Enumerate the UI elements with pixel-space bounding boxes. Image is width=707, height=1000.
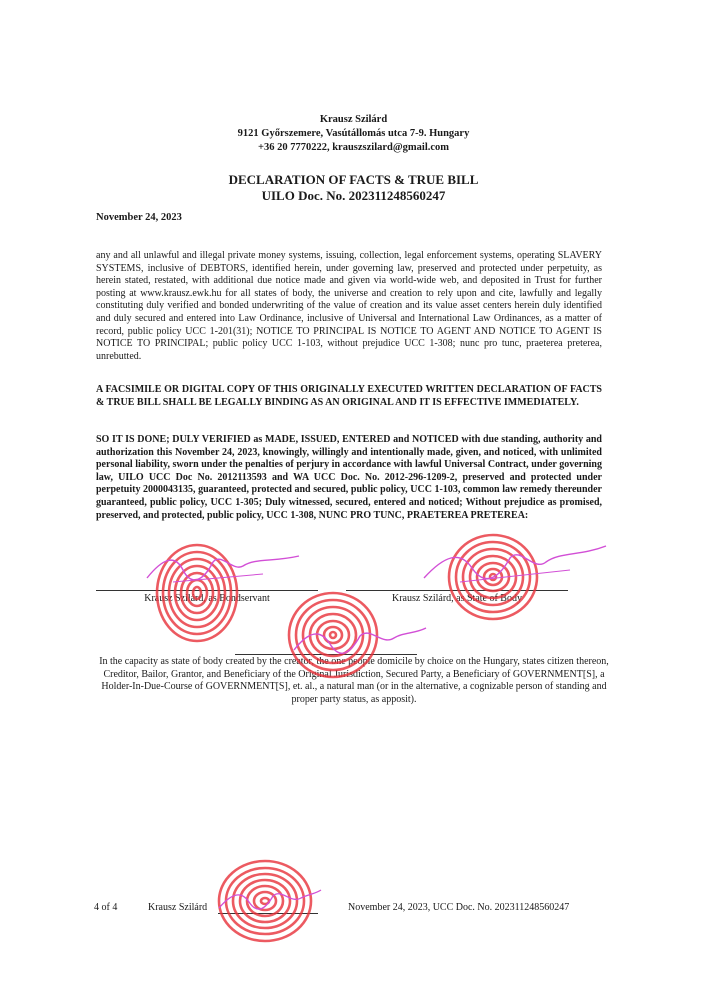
letterhead-contact: +36 20 7770222, krauszszilard@gmail.com — [257, 142, 450, 153]
document-title — [0, 172, 707, 204]
footer-page-number: 4 of 4 — [94, 902, 118, 913]
paragraph-1: any and all unlawful and illegal private money systems, issuing, collection, legal enforcement systems, operating SLAVERY SYSTEMS, inclusive of DEBTORS, identified herein, under governing law, preserved and protected under perpetuity, as herein stated, restated, with additional due notice made and given via world-wide web, and deposited in Trust for further posting at www.krausz.ewk.hu for all states of body, the universe and creation to rely upon and cite, lawfully and legally constituting duly verified and bonded underwriting of the value of creation and its value asset centers herein duly identified and duly secured and entered into Law Ordinance, inclusive of Universal and International Law Ordinances, as a matter of record, public policy UCC 1-201(31); NOTICE TO PRINCIPAL IS NOTICE TO AGENT AND NOTICE TO AGENT IS NOTICE TO PRINCIPAL; public policy UCC 1-103, without prejudice UCC 1-308; nunc pro tunc, praeterea preterea, unrebutted. — [96, 250, 602, 362]
letterhead — [0, 113, 707, 155]
letterhead-name: Krausz Szilárd — [319, 114, 388, 125]
letterhead-address: 9121 Győrszemere, Vasútállomás utca 7-9. Hungary — [237, 128, 470, 139]
handwritten-signature-footer — [215, 884, 325, 914]
right-signature-label: Krausz Szilárd, as State of Body — [392, 593, 522, 604]
paragraph-so-it-is-done: SO IT IS DONE; DULY VERIFIED as MADE, ISSUED, ENTERED and NOTICED with due standing, authority and authorization this November 24, 2023, knowingly, willingly and intentionally made, given, and noticed, with unlimited personal liability, sworn under the penalties of perjury in accordance with lawful Universal Contract, under governing law, UILO UCC Doc No. 2012113593 and WA UCC Doc. No. 2012-296-1209-2, preserved and protected under perpetuity 2000043135, guaranteed, protected and secured, public policy, UCC 1-103, common law remedy thereunder guaranteed, public policy, UCC 1-305; Duly witnessed, secured, entered and noticed; Without prejudice as promised, preserved, and protected, public policy, UCC 1-308, NUNC PRO TUNC, PRAETEREA PRETEREA: — [96, 434, 602, 521]
handwritten-signature-right — [420, 542, 610, 587]
handwritten-signature-left — [143, 548, 303, 588]
document-date: November 24, 2023 — [96, 212, 182, 223]
footer-name: Krausz Szilárd — [148, 902, 208, 913]
footer-doc-number: November 24, 2023, UCC Doc. No. 202311248560247 — [348, 902, 570, 913]
title-doc-number: UILO Doc. No. 202311248560247 — [261, 188, 446, 203]
paragraph-facsimile: A FACSIMILE OR DIGITAL COPY OF THIS ORIGINALLY EXECUTED WRITTEN DECLARATION OF FACTS & TRUE BILL SHALL BE LEGALLY BINDING AS AN ORIGINAL AND IT IS EFFECTIVE IMMEDIATELY. — [96, 384, 602, 408]
title-line-1: DECLARATION OF FACTS & TRUE BILL — [228, 172, 479, 187]
capacity-statement: In the capacity as state of body created by the creator, the one people domicile by choice on the Hungary, states citizen thereon, Creditor, Bailor, Grantor, and Beneficiary of the Original Jurisdiction, Secured Party, a Beneficiary of GOVERNMENT[S], a Holder-In-Due-Course of GOVERNMENT[S], et. al., a natural man (or in the alternative, a cognizable person of standing and proper party status, as apposit). — [99, 656, 609, 705]
handwritten-signature-center — [290, 620, 430, 660]
left-signature-label: Krausz Szilárd, as Bondservant — [144, 593, 270, 604]
